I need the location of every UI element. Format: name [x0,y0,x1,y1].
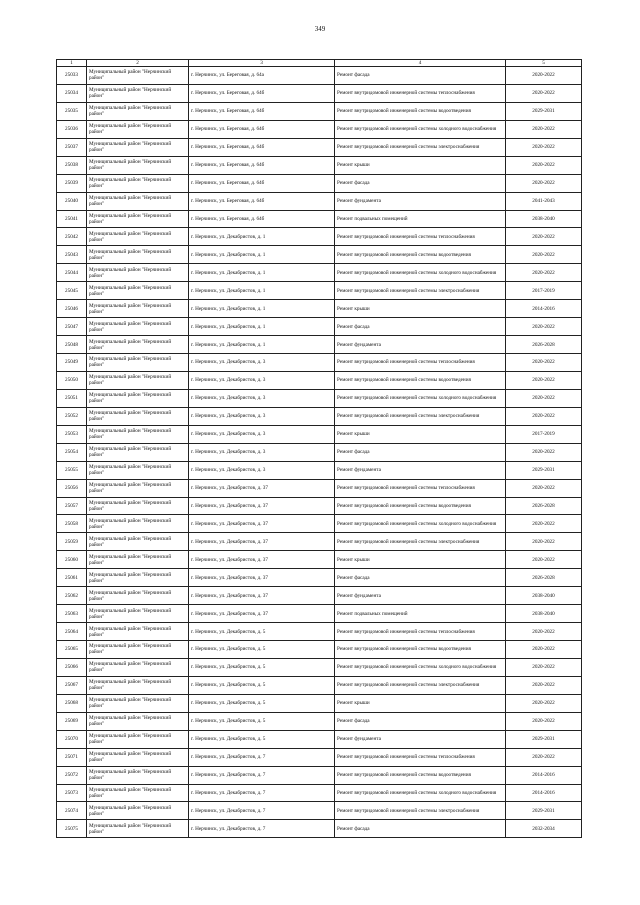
cell-id: 25036 [57,120,87,138]
cell-address: г. Нерчинск, ул. Береговая, д. 64б [189,138,335,156]
table-row [57,371,582,389]
table-row [57,300,582,318]
cell-period: 2020-2022 [506,694,582,712]
cell-address: г. Нерчинск, ул. Декабристов, д. 5 [189,658,335,676]
cell-period: 2020-2022 [506,264,582,282]
cell-id: 25070 [57,730,87,748]
cell-work-type: Ремонт внутридомовой инженерной системы теплоснабжения [335,84,506,102]
table-row [57,336,582,354]
cell-municipality: Муниципальный район "Нерчинский район" [87,336,189,354]
cell-address: г. Нерчинск, ул. Декабристов, д. 1 [189,246,335,264]
table-row [57,479,582,497]
table-row [57,748,582,766]
cell-work-type: Ремонт фасада [335,318,506,336]
cell-municipality: Муниципальный район "Нерчинский район" [87,174,189,192]
cell-municipality: Муниципальный район "Нерчинский район" [87,425,189,443]
cell-period: 2020-2022 [506,120,582,138]
table-body [57,67,582,838]
table-row [57,425,582,443]
cell-address: г. Нерчинск, ул. Береговая, д. 64б [189,210,335,228]
cell-id: 25074 [57,802,87,820]
table-row [57,84,582,102]
cell-work-type: Ремонт внутридомовой инженерной системы теплоснабжения [335,748,506,766]
cell-period: 2017-2019 [506,425,582,443]
cell-id: 25060 [57,551,87,569]
cell-id: 25062 [57,587,87,605]
cell-work-type: Ремонт фасада [335,443,506,461]
cell-address: г. Нерчинск, ул. Береговая, д. 64а [189,67,335,85]
cell-municipality: Муниципальный район "Нерчинский район" [87,371,189,389]
cell-work-type: Ремонт внутридомовой инженерной системы холодного водоснабжения [335,389,506,407]
cell-work-type: Ремонт подвальных помещений [335,210,506,228]
cell-period: 2038-2040 [506,210,582,228]
cell-work-type: Ремонт внутридомовой инженерной системы теплоснабжения [335,228,506,246]
table-header [57,60,582,67]
cell-address: г. Нерчинск, ул. Декабристов, д. 7 [189,766,335,784]
cell-municipality: Муниципальный район "Нерчинский район" [87,228,189,246]
cell-address: г. Нерчинск, ул. Декабристов, д. 7 [189,802,335,820]
cell-work-type: Ремонт внутридомовой инженерной системы водоотведения [335,102,506,120]
cell-address: г. Нерчинск, ул. Береговая, д. 64б [189,192,335,210]
cell-address: г. Нерчинск, ул. Береговая, д. 64б [189,102,335,120]
table-row [57,102,582,120]
cell-id: 25056 [57,479,87,497]
cell-municipality: Муниципальный район "Нерчинский район" [87,587,189,605]
cell-work-type: Ремонт внутридомовой инженерной системы электроснабжения [335,407,506,425]
cell-work-type: Ремонт фасада [335,569,506,587]
cell-municipality: Муниципальный район "Нерчинский район" [87,497,189,515]
cell-period: 2020-2022 [506,658,582,676]
cell-address: г. Нерчинск, ул. Декабристов, д. 5 [189,694,335,712]
cell-period: 2032-2034 [506,820,582,838]
cell-id: 25041 [57,210,87,228]
cell-address: г. Нерчинск, ул. Декабристов, д. 3 [189,354,335,372]
cell-municipality: Муниципальный район "Нерчинский район" [87,210,189,228]
cell-municipality: Муниципальный район "Нерчинский район" [87,623,189,641]
table-row [57,605,582,623]
cell-municipality: Муниципальный район "Нерчинский район" [87,102,189,120]
cell-period: 2026-2028 [506,336,582,354]
cell-period: 2020-2022 [506,354,582,372]
cell-period: 2020-2022 [506,228,582,246]
cell-period: 2020-2022 [506,551,582,569]
cell-id: 25064 [57,623,87,641]
table-row [57,318,582,336]
cell-period: 2020-2022 [506,84,582,102]
cell-address: г. Нерчинск, ул. Декабристов, д. 37 [189,479,335,497]
cell-municipality: Муниципальный район "Нерчинский район" [87,461,189,479]
cell-period: 2029-2031 [506,461,582,479]
cell-address: г. Нерчинск, ул. Декабристов, д. 1 [189,228,335,246]
cell-municipality: Муниципальный район "Нерчинский район" [87,712,189,730]
cell-period: 2017-2019 [506,282,582,300]
cell-address: г. Нерчинск, ул. Декабристов, д. 3 [189,443,335,461]
table-row [57,264,582,282]
header-cell-3: 3 [189,60,335,67]
table-row [57,497,582,515]
cell-work-type: Ремонт фундамента [335,461,506,479]
cell-id: 25069 [57,712,87,730]
cell-id: 25043 [57,246,87,264]
table-row [57,587,582,605]
table-row [57,138,582,156]
table-row [57,210,582,228]
cell-work-type: Ремонт фундамента [335,730,506,748]
table-row [57,730,582,748]
cell-municipality: Муниципальный район "Нерчинский район" [87,748,189,766]
cell-municipality: Муниципальный район "Нерчинский район" [87,120,189,138]
cell-municipality: Муниципальный район "Нерчинский район" [87,551,189,569]
table-row [57,354,582,372]
cell-address: г. Нерчинск, ул. Декабристов, д. 37 [189,497,335,515]
cell-period: 2020-2022 [506,371,582,389]
cell-address: г. Нерчинск, ул. Декабристов, д. 37 [189,551,335,569]
cell-municipality: Муниципальный район "Нерчинский район" [87,533,189,551]
table-row [57,820,582,838]
cell-address: г. Нерчинск, ул. Декабристов, д. 1 [189,282,335,300]
cell-address: г. Нерчинск, ул. Декабристов, д. 7 [189,820,335,838]
table-row [57,784,582,802]
cell-work-type: Ремонт внутридомовой инженерной системы электроснабжения [335,676,506,694]
cell-id: 25033 [57,67,87,85]
cell-address: г. Нерчинск, ул. Декабристов, д. 5 [189,712,335,730]
cell-period: 2020-2022 [506,712,582,730]
cell-id: 25053 [57,425,87,443]
cell-municipality: Муниципальный район "Нерчинский район" [87,569,189,587]
header-cell-2: 2 [87,60,189,67]
cell-id: 25048 [57,336,87,354]
cell-period: 2020-2022 [506,443,582,461]
cell-period: 2020-2022 [506,407,582,425]
cell-id: 25054 [57,443,87,461]
table-row [57,551,582,569]
cell-municipality: Муниципальный район "Нерчинский район" [87,694,189,712]
cell-id: 25034 [57,84,87,102]
cell-period: 2020-2022 [506,676,582,694]
cell-period: 2020-2022 [506,533,582,551]
cell-id: 25057 [57,497,87,515]
cell-municipality: Муниципальный район "Нерчинский район" [87,246,189,264]
cell-work-type: Ремонт внутридомовой инженерной системы электроснабжения [335,282,506,300]
cell-id: 25035 [57,102,87,120]
cell-address: г. Нерчинск, ул. Декабристов, д. 37 [189,533,335,551]
cell-municipality: Муниципальный район "Нерчинский район" [87,84,189,102]
table-row [57,766,582,784]
cell-work-type: Ремонт внутридомовой инженерной системы водоотведения [335,497,506,515]
cell-id: 25068 [57,694,87,712]
cell-period: 2020-2022 [506,748,582,766]
table-row [57,515,582,533]
cell-period: 2020-2022 [506,641,582,659]
cell-work-type: Ремонт фундамента [335,192,506,210]
cell-address: г. Нерчинск, ул. Береговая, д. 64б [189,156,335,174]
table-row [57,174,582,192]
cell-municipality: Муниципальный район "Нерчинский район" [87,264,189,282]
header-row [57,60,582,67]
cell-id: 25040 [57,192,87,210]
cell-address: г. Нерчинск, ул. Декабристов, д. 3 [189,371,335,389]
cell-work-type: Ремонт внутридомовой инженерной системы холодного водоснабжения [335,515,506,533]
cell-address: г. Нерчинск, ул. Декабристов, д. 1 [189,318,335,336]
cell-work-type: Ремонт внутридомовой инженерной системы электроснабжения [335,533,506,551]
cell-period: 2020-2022 [506,138,582,156]
cell-municipality: Муниципальный район "Нерчинский район" [87,318,189,336]
cell-address: г. Нерчинск, ул. Береговая, д. 64б [189,174,335,192]
cell-address: г. Нерчинск, ул. Береговая, д. 64б [189,84,335,102]
cell-id: 25071 [57,748,87,766]
cell-work-type: Ремонт крыши [335,425,506,443]
cell-id: 25046 [57,300,87,318]
cell-id: 25045 [57,282,87,300]
cell-municipality: Муниципальный район "Нерчинский район" [87,641,189,659]
table-row [57,407,582,425]
cell-address: г. Нерчинск, ул. Декабристов, д. 1 [189,264,335,282]
table-row [57,658,582,676]
table-row [57,67,582,85]
cell-work-type: Ремонт внутридомовой инженерной системы теплоснабжения [335,623,506,641]
cell-municipality: Муниципальный район "Нерчинский район" [87,730,189,748]
cell-address: г. Нерчинск, ул. Декабристов, д. 5 [189,641,335,659]
cell-id: 25066 [57,658,87,676]
cell-address: г. Нерчинск, ул. Декабристов, д. 3 [189,461,335,479]
cell-work-type: Ремонт фасада [335,820,506,838]
cell-municipality: Муниципальный район "Нерчинский район" [87,605,189,623]
cell-municipality: Муниципальный район "Нерчинский район" [87,138,189,156]
cell-municipality: Муниципальный район "Нерчинский район" [87,766,189,784]
cell-period: 2029-2031 [506,102,582,120]
table-row [57,228,582,246]
cell-id: 25047 [57,318,87,336]
cell-id: 25058 [57,515,87,533]
cell-id: 25075 [57,820,87,838]
cell-period: 2014-2016 [506,766,582,784]
cell-address: г. Нерчинск, ул. Декабристов, д. 1 [189,300,335,318]
cell-municipality: Муниципальный район "Нерчинский район" [87,282,189,300]
cell-id: 25063 [57,605,87,623]
cell-work-type: Ремонт крыши [335,694,506,712]
cell-id: 25065 [57,641,87,659]
cell-id: 25055 [57,461,87,479]
cell-period: 2020-2022 [506,515,582,533]
cell-period: 2026-2028 [506,569,582,587]
cell-period: 2014-2016 [506,784,582,802]
cell-municipality: Муниципальный район "Нерчинский район" [87,515,189,533]
table-row [57,389,582,407]
cell-municipality: Муниципальный район "Нерчинский район" [87,354,189,372]
table-row [57,712,582,730]
cell-address: г. Нерчинск, ул. Декабристов, д. 5 [189,730,335,748]
cell-address: г. Нерчинск, ул. Декабристов, д. 37 [189,587,335,605]
cell-address: г. Нерчинск, ул. Декабристов, д. 5 [189,676,335,694]
table-row [57,120,582,138]
cell-municipality: Муниципальный район "Нерчинский район" [87,192,189,210]
cell-work-type: Ремонт внутридомовой инженерной системы водоотведения [335,766,506,784]
cell-municipality: Муниципальный район "Нерчинский район" [87,67,189,85]
table-row [57,641,582,659]
cell-municipality: Муниципальный район "Нерчинский район" [87,389,189,407]
cell-work-type: Ремонт внутридомовой инженерной системы теплоснабжения [335,354,506,372]
table-row [57,156,582,174]
cell-address: г. Нерчинск, ул. Декабристов, д. 37 [189,569,335,587]
cell-period: 2020-2022 [506,156,582,174]
cell-id: 25042 [57,228,87,246]
cell-period: 2020-2022 [506,67,582,85]
cell-period: 2020-2022 [506,174,582,192]
cell-municipality: Муниципальный район "Нерчинский район" [87,658,189,676]
cell-id: 25051 [57,389,87,407]
cell-id: 25059 [57,533,87,551]
page-number: 349 [314,25,326,33]
cell-period: 2020-2022 [506,246,582,264]
table-row [57,443,582,461]
cell-municipality: Муниципальный район "Нерчинский район" [87,479,189,497]
table-row [57,461,582,479]
cell-id: 25073 [57,784,87,802]
cell-work-type: Ремонт внутридомовой инженерной системы водоотведения [335,246,506,264]
cell-period: 2038-2040 [506,605,582,623]
cell-id: 25049 [57,354,87,372]
cell-address: г. Нерчинск, ул. Декабристов, д. 3 [189,407,335,425]
cell-work-type: Ремонт крыши [335,551,506,569]
cell-period: 2029-2031 [506,802,582,820]
table-row [57,623,582,641]
cell-municipality: Муниципальный район "Нерчинский район" [87,820,189,838]
cell-id: 25072 [57,766,87,784]
cell-id: 25038 [57,156,87,174]
cell-municipality: Муниципальный район "Нерчинский район" [87,300,189,318]
cell-period: 2020-2022 [506,479,582,497]
cell-municipality: Муниципальный район "Нерчинский район" [87,676,189,694]
cell-work-type: Ремонт внутридомовой инженерной системы холодного водоснабжения [335,784,506,802]
cell-period: 2014-2016 [506,300,582,318]
header-cell-4: 4 [335,60,506,67]
cell-address: г. Нерчинск, ул. Декабристов, д. 7 [189,748,335,766]
cell-address: г. Нерчинск, ул. Декабристов, д. 37 [189,605,335,623]
table-row [57,533,582,551]
header-cell-5: 5 [506,60,582,67]
cell-address: г. Нерчинск, ул. Декабристов, д. 5 [189,623,335,641]
cell-work-type: Ремонт внутридомовой инженерной системы электроснабжения [335,138,506,156]
cell-period: 2038-2040 [506,587,582,605]
table-row [57,676,582,694]
repair-register-table [56,59,582,838]
table-row [57,192,582,210]
cell-id: 25061 [57,569,87,587]
cell-municipality: Муниципальный район "Нерчинский район" [87,443,189,461]
cell-period: 2029-2031 [506,730,582,748]
table-row [57,802,582,820]
cell-work-type: Ремонт внутридомовой инженерной системы холодного водоснабжения [335,120,506,138]
cell-period: 2026-2028 [506,497,582,515]
cell-period: 2041-2043 [506,192,582,210]
cell-work-type: Ремонт фасада [335,712,506,730]
cell-municipality: Муниципальный район "Нерчинский район" [87,802,189,820]
cell-address: г. Нерчинск, ул. Декабристов, д. 1 [189,336,335,354]
cell-id: 25044 [57,264,87,282]
cell-work-type: Ремонт крыши [335,156,506,174]
cell-address: г. Нерчинск, ул. Декабристов, д. 37 [189,515,335,533]
cell-id: 25037 [57,138,87,156]
cell-work-type: Ремонт внутридомовой инженерной системы теплоснабжения [335,479,506,497]
cell-work-type: Ремонт фундамента [335,336,506,354]
table-row [57,282,582,300]
cell-work-type: Ремонт внутридомовой инженерной системы электроснабжения [335,802,506,820]
cell-municipality: Муниципальный район "Нерчинский район" [87,407,189,425]
cell-period: 2020-2022 [506,389,582,407]
cell-municipality: Муниципальный район "Нерчинский район" [87,156,189,174]
cell-address: г. Нерчинск, ул. Декабристов, д. 3 [189,425,335,443]
cell-work-type: Ремонт фасада [335,174,506,192]
cell-work-type: Ремонт фасада [335,67,506,85]
cell-work-type: Ремонт внутридомовой инженерной системы холодного водоснабжения [335,264,506,282]
cell-period: 2020-2022 [506,623,582,641]
table-row [57,569,582,587]
cell-work-type: Ремонт фундамента [335,587,506,605]
cell-work-type: Ремонт внутридомовой инженерной системы холодного водоснабжения [335,658,506,676]
cell-work-type: Ремонт внутридомовой инженерной системы водоотведения [335,371,506,389]
header-cell-1: 1 [57,60,87,67]
cell-work-type: Ремонт крыши [335,300,506,318]
cell-id: 25050 [57,371,87,389]
cell-id: 25067 [57,676,87,694]
cell-address: г. Нерчинск, ул. Береговая, д. 64б [189,120,335,138]
cell-period: 2020-2022 [506,318,582,336]
table-row [57,694,582,712]
cell-address: г. Нерчинск, ул. Декабристов, д. 3 [189,389,335,407]
table-row [57,246,582,264]
cell-address: г. Нерчинск, ул. Декабристов, д. 7 [189,784,335,802]
cell-work-type: Ремонт подвальных помещений [335,605,506,623]
cell-work-type: Ремонт внутридомовой инженерной системы водоотведения [335,641,506,659]
cell-id: 25052 [57,407,87,425]
cell-municipality: Муниципальный район "Нерчинский район" [87,784,189,802]
cell-id: 25039 [57,174,87,192]
